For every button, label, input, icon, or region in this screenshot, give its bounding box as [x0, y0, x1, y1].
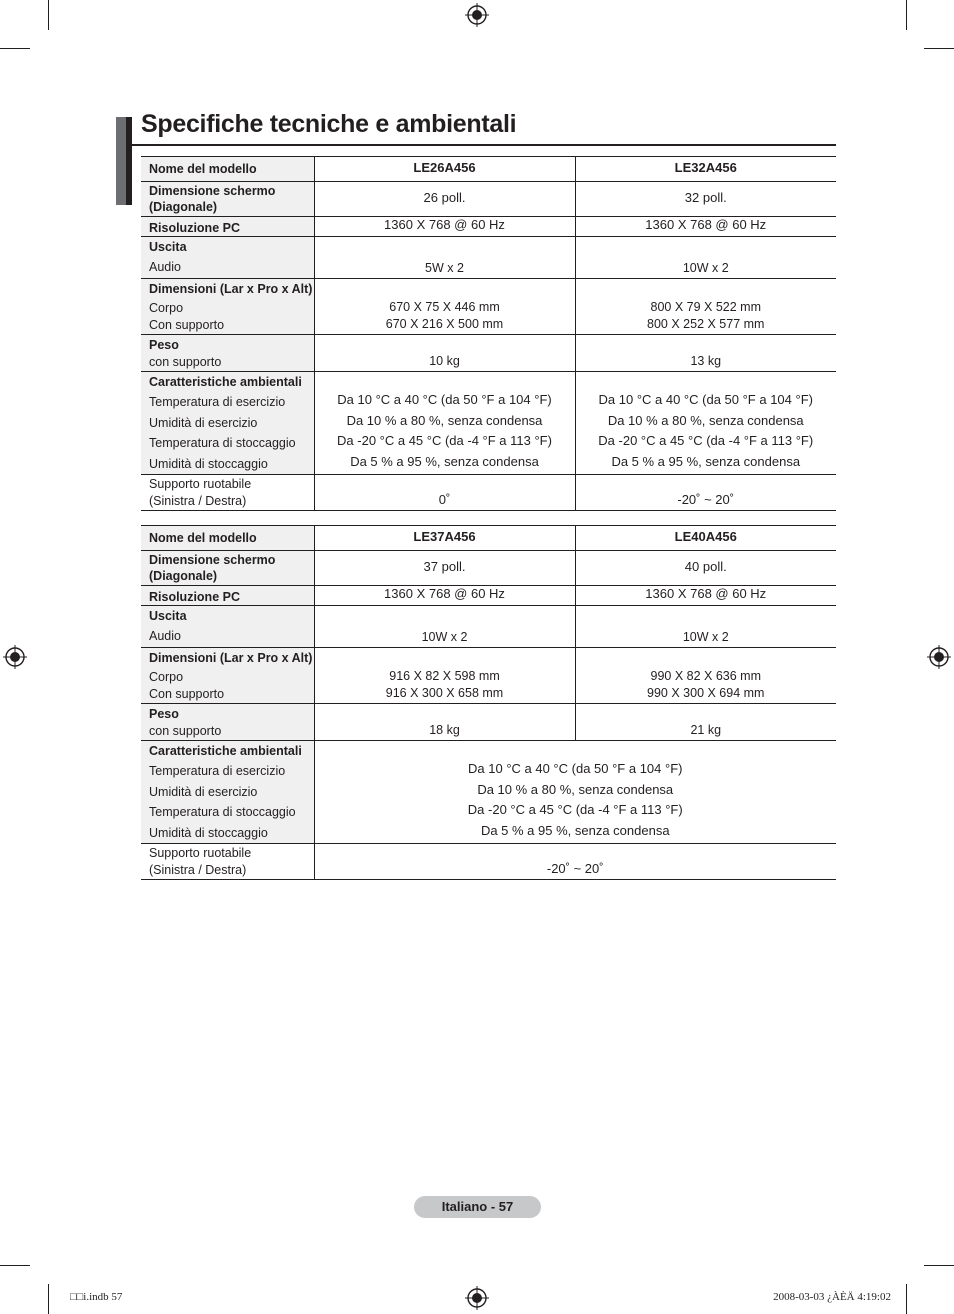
table-row	[141, 475, 836, 511]
cell-value: 1360 X 768 @ 60 Hz	[314, 586, 575, 606]
table-row	[141, 551, 836, 586]
table-row	[141, 740, 836, 844]
cell-value: 10 kg	[314, 334, 575, 371]
crop-mark	[48, 0, 49, 30]
cell-value: 37 poll.	[314, 551, 575, 586]
cell-value: 26 poll.	[314, 182, 575, 217]
row-label: Uscita Audio	[141, 236, 314, 278]
table-row	[141, 371, 836, 475]
model-name: LE26A456	[314, 157, 575, 182]
cell-value: 1360 X 768 @ 60 Hz	[314, 217, 575, 237]
cell-value: 0˚	[314, 475, 575, 511]
row-label: Peso con supporto	[141, 703, 314, 740]
crop-mark	[0, 1265, 30, 1266]
row-label: Caratteristiche ambientali Temperatura di esercizio Umidità di esercizio Temperatura di stoccaggio Umidità di stoccaggio	[141, 371, 314, 475]
row-label: Supporto ruotabile (Sinistra / Destra)	[141, 844, 314, 880]
cell-value: 10W x 2	[575, 236, 836, 278]
registration-mark-icon	[465, 1286, 489, 1310]
row-label: Caratteristiche ambientali Temperatura di esercizio Umidità di esercizio Temperatura di stoccaggio Umidità di stoccaggio	[141, 740, 314, 844]
model-name: LE32A456	[575, 157, 836, 182]
cell-value: 13 kg	[575, 334, 836, 371]
page-title: Specifiche tecniche e ambientali	[141, 110, 517, 138]
table-row	[141, 703, 836, 740]
row-label: Dimensione schermo (Diagonale)	[141, 182, 314, 217]
table-row	[141, 586, 836, 606]
cell-value: 670 X 75 X 446 mm 670 X 216 X 500 mm	[314, 278, 575, 334]
row-label: Risoluzione PC	[141, 217, 314, 237]
title-accent-bar	[126, 117, 132, 205]
row-label: Dimensioni (Lar x Pro x Alt) Corpo Con supporto	[141, 647, 314, 703]
table-row	[141, 844, 836, 880]
cell-value: Da 10 °C a 40 °C (da 50 °F a 104 °F) Da 10 % a 80 %, senza condensa Da -20 °C a 45 °C (da -4 °F a 113 °F) Da 5 % a 95 %, senza condensa	[575, 371, 836, 475]
table-row	[141, 605, 836, 647]
cell-value: 18 kg	[314, 703, 575, 740]
row-label: Supporto ruotabile (Sinistra / Destra)	[141, 475, 314, 511]
table-row	[141, 647, 836, 703]
table-row	[141, 157, 836, 182]
cell-value: 1360 X 768 @ 60 Hz	[575, 217, 836, 237]
print-slug-left: □□i.indb 57	[70, 1291, 123, 1303]
cell-value: 990 X 82 X 636 mm 990 X 300 X 694 mm	[575, 647, 836, 703]
table-row	[141, 526, 836, 551]
crop-mark	[924, 48, 954, 49]
cell-value: 916 X 82 X 598 mm 916 X 300 X 658 mm	[314, 647, 575, 703]
row-label: Peso con supporto	[141, 334, 314, 371]
cell-value: Da 10 °C a 40 °C (da 50 °F a 104 °F) Da 10 % a 80 %, senza condensa Da -20 °C a 45 °C (da -4 °F a 113 °F) Da 5 % a 95 %, senza condensa	[314, 740, 836, 844]
cell-value: 32 poll.	[575, 182, 836, 217]
cell-value: -20˚ ~ 20˚	[314, 844, 836, 880]
table-row	[141, 217, 836, 237]
crop-mark	[48, 1284, 49, 1314]
spec-table-1	[141, 156, 836, 511]
page-number-badge: Italiano - 57	[414, 1196, 541, 1218]
crop-mark	[906, 0, 907, 30]
cell-value: 1360 X 768 @ 60 Hz	[575, 586, 836, 606]
table-row	[141, 334, 836, 371]
row-label: Nome del modello	[141, 157, 314, 182]
table-row	[141, 182, 836, 217]
row-label: Dimensioni (Lar x Pro x Alt) Corpo Con supporto	[141, 278, 314, 334]
cell-value: 10W x 2	[575, 605, 836, 647]
registration-mark-icon	[465, 3, 489, 27]
row-label: Nome del modello	[141, 526, 314, 551]
print-slug-right: 2008-03-03 ¿ÀÈÄ 4:19:02	[773, 1291, 891, 1303]
cell-value: 10W x 2	[314, 605, 575, 647]
registration-mark-icon	[927, 645, 951, 669]
cell-value: 5W x 2	[314, 236, 575, 278]
crop-mark	[0, 48, 30, 49]
crop-mark	[924, 1265, 954, 1266]
table-row	[141, 278, 836, 334]
model-name: LE37A456	[314, 526, 575, 551]
crop-mark	[906, 1284, 907, 1314]
row-label: Dimensione schermo (Diagonale)	[141, 551, 314, 586]
cell-value: 21 kg	[575, 703, 836, 740]
cell-value: -20˚ ~ 20˚	[575, 475, 836, 511]
cell-value: Da 10 °C a 40 °C (da 50 °F a 104 °F) Da 10 % a 80 %, senza condensa Da -20 °C a 45 °C (da -4 °F a 113 °F) Da 5 % a 95 %, senza condensa	[314, 371, 575, 475]
title-underline	[132, 144, 836, 146]
model-name: LE40A456	[575, 526, 836, 551]
cell-value: 40 poll.	[575, 551, 836, 586]
spec-table-2	[141, 525, 836, 880]
cell-value: 800 X 79 X 522 mm 800 X 252 X 577 mm	[575, 278, 836, 334]
table-row	[141, 236, 836, 278]
row-label: Uscita Audio	[141, 605, 314, 647]
registration-mark-icon	[3, 645, 27, 669]
row-label: Risoluzione PC	[141, 586, 314, 606]
